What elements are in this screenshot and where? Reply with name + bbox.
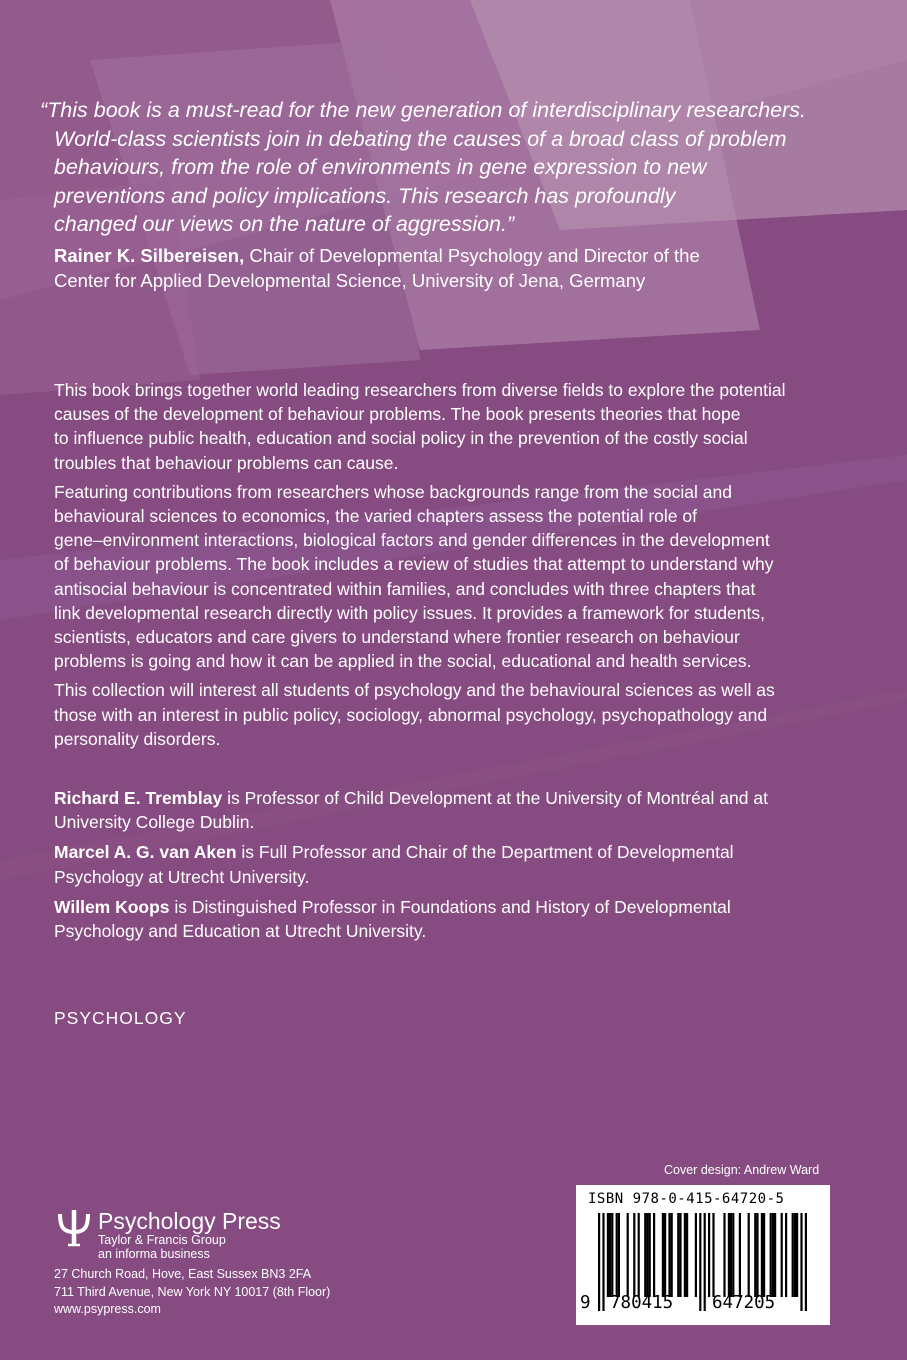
editor-bio-text: is Professor of Child Development at the University of Montréal and at — [222, 788, 768, 808]
quote-line: preventions and policy implications. This research has profoundly — [54, 183, 676, 208]
editor-name: Marcel A. G. van Aken — [54, 842, 237, 863]
barcode-bar — [633, 1213, 635, 1297]
publisher-group: Taylor & Francis Group — [98, 1233, 226, 1247]
editor-bio-text: Psychology at Utrecht University. — [54, 866, 310, 887]
description-line: link developmental research directly with policy issues. It provides a framework for students, — [54, 602, 765, 623]
barcode-bar — [761, 1213, 763, 1297]
editor-bio — [54, 895, 844, 943]
quote-line: behaviours, from the role of environments in gene expression to new — [54, 155, 707, 180]
description-line: behavioural sciences to economics, the varied chapters assess the potential role of — [54, 506, 697, 527]
endorsement-quote — [40, 96, 830, 239]
editor-bio-text: Psychology and Education at Utrecht University. — [54, 921, 427, 942]
barcode-bar — [785, 1213, 787, 1297]
description-paragraph — [54, 480, 844, 674]
quote-line: World-class scientists join in debating the causes of a broad class of problem — [54, 126, 787, 151]
editor-bio-text: is Distinguished Professor in Foundations and History of Developmental — [169, 896, 731, 917]
barcode-bar — [739, 1213, 741, 1297]
barcode-bar — [796, 1213, 798, 1297]
description-line: troubles that behaviour problems can cause. — [54, 452, 399, 473]
barcode-bar — [644, 1213, 646, 1297]
quote-attribution — [54, 244, 834, 293]
psi-icon — [54, 1208, 94, 1248]
barcode-bar — [805, 1213, 807, 1311]
barcode-bar — [653, 1213, 655, 1297]
barcode-bar — [598, 1213, 600, 1311]
publisher-name: Psychology Press — [98, 1208, 281, 1234]
isbn-barcode — [576, 1185, 830, 1325]
editor-bio-text: is Full Professor and Chair of the Department of Developmental — [236, 842, 734, 863]
description-paragraph — [54, 378, 844, 475]
barcode-bar — [770, 1213, 772, 1297]
description-line: scientists, educators and care givers to understand where frontier research on behaviour — [54, 627, 740, 648]
barcode-bar — [671, 1213, 673, 1297]
barcode-bar — [611, 1213, 613, 1297]
description-line: those with an interest in public policy, sociology, abnormal psychology, psychopathology and — [54, 704, 768, 725]
barcode-bar — [754, 1213, 756, 1297]
quote-affiliation: Center for Applied Developmental Science, University of Jena, Germany — [54, 269, 646, 291]
barcode-bar — [649, 1213, 651, 1297]
isbn-label: ISBN 978-0-415-64720-5 — [588, 1191, 785, 1207]
description-line: causes of the development of behaviour problems. The book presents theories that hope — [54, 404, 741, 425]
description-line: problems is going and how it can be applied in the social, educational and health services. — [54, 651, 752, 672]
barcode-first-digit: 9 — [580, 1293, 591, 1313]
barcode-bar — [748, 1213, 750, 1297]
barcode-bar — [686, 1213, 688, 1297]
description-line: This book brings together world leading researchers from diverse fields to explore the potential — [54, 380, 786, 400]
barcode-bar — [646, 1213, 648, 1297]
publisher-website: www.psypress.com — [54, 1302, 161, 1316]
description-line: Featuring contributions from researchers whose backgrounds range from the social and — [54, 481, 732, 502]
description-line: personality disorders. — [54, 728, 221, 749]
editor-bio — [54, 840, 844, 888]
address-line: 27 Church Road, Hove, East Sussex BN3 2FA — [54, 1267, 312, 1281]
barcode-bar — [792, 1213, 794, 1297]
address-line: 711 Third Avenue, New York NY 10017 (8th Floor) — [54, 1284, 331, 1299]
barcode-bar — [781, 1213, 783, 1297]
barcode-bar — [712, 1213, 714, 1297]
description-paragraph — [54, 678, 844, 751]
barcode-bar — [695, 1213, 697, 1297]
barcode-bar — [723, 1213, 725, 1297]
barcode-bar — [708, 1213, 710, 1297]
quote-line: changed our views on the nature of aggression.” — [54, 212, 515, 237]
description-line: gene–environment interactions, biological factors and gender differences in the development — [54, 530, 770, 551]
editor-bios — [54, 786, 844, 949]
publisher-block — [54, 1208, 394, 1319]
subject-category: PSYCHOLOGY — [54, 1008, 187, 1028]
barcode-bar — [763, 1213, 765, 1297]
description-line: to influence public health, education and social policy in the prevention of the costly social — [54, 428, 748, 449]
barcode-bar — [609, 1213, 611, 1297]
description-line: This collection will interest all students of psychology and the behavioural sciences as well as — [54, 680, 775, 701]
publisher-address — [54, 1266, 394, 1319]
barcode-bar — [668, 1213, 670, 1297]
barcode-bar — [627, 1213, 629, 1297]
barcode-bar — [756, 1213, 758, 1297]
barcode-bar — [800, 1213, 802, 1311]
editor-bio-text: University College Dublin. — [54, 812, 255, 833]
description-line: antisocial behaviour is concentrated within families, and concludes with three chapters that — [54, 578, 756, 599]
cover-design-credit: Cover design: Andrew Ward — [664, 1163, 820, 1177]
barcode-bar — [679, 1213, 681, 1297]
barcode-bar — [616, 1213, 618, 1297]
editor-name: Richard E. Tremblay — [54, 788, 223, 808]
quote-affiliation: Chair of Developmental Psychology and Director of the — [244, 245, 700, 266]
barcode-bar — [774, 1213, 776, 1297]
barcode-bar — [677, 1213, 679, 1297]
barcode-bar — [732, 1213, 734, 1297]
barcode-bar — [602, 1213, 604, 1311]
editor-name: Willem Koops — [54, 896, 170, 917]
editor-bio — [54, 786, 844, 834]
barcode-right-digits: 647205 — [712, 1293, 776, 1313]
publisher-tagline: an informa business — [98, 1246, 210, 1261]
barcode-bar — [638, 1213, 640, 1297]
barcode-bar — [607, 1213, 609, 1297]
barcode-bar — [704, 1213, 706, 1311]
quote-line: “This book is a must-read for the new generation of interdisciplinary researchers. — [40, 98, 806, 122]
barcode-bar — [728, 1213, 730, 1297]
barcode-bar — [794, 1213, 796, 1297]
book-description — [54, 378, 844, 756]
barcode-bar — [618, 1213, 620, 1297]
quote-author: Rainer K. Silbereisen, — [54, 245, 245, 266]
barcode-bar — [730, 1213, 732, 1297]
barcode-bar — [699, 1213, 701, 1311]
barcode-bar — [662, 1213, 664, 1297]
barcode-bar — [684, 1213, 686, 1297]
barcode-left-digits: 780415 — [610, 1293, 674, 1313]
barcode-bar — [664, 1213, 666, 1297]
barcode-bar — [772, 1213, 774, 1297]
description-line: of behaviour problems. The book includes a review of studies that attempt to understand why — [54, 554, 774, 575]
